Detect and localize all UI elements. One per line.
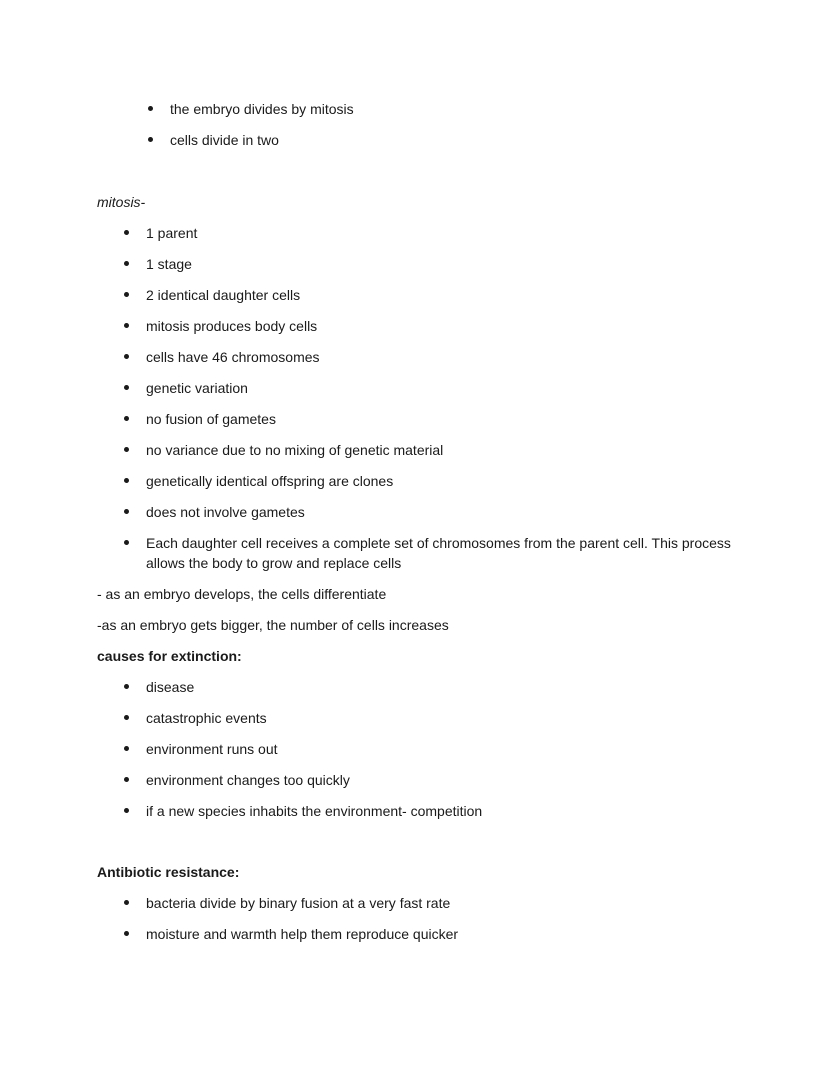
extinction-bullet-list (97, 677, 731, 821)
list-item (97, 347, 731, 367)
bullet-icon (124, 509, 129, 514)
bullet-icon (124, 447, 129, 452)
embryo-bullet-list (97, 99, 731, 150)
list-item-text: the embryo divides by mitosis (170, 101, 354, 117)
bullet-icon (124, 777, 129, 782)
list-item-text: moisture and warmth help them reproduce quicker (146, 926, 459, 942)
list-item-text: environment changes too quickly (146, 772, 350, 788)
list-item-text: no variance due to no mixing of genetic material (146, 442, 444, 458)
list-item-text: mitosis produces body cells (146, 318, 318, 334)
bullet-icon (124, 354, 129, 359)
bullet-icon (124, 230, 129, 235)
list-item (97, 316, 731, 336)
bullet-icon (148, 106, 153, 111)
bullet-icon (124, 715, 129, 720)
bullet-icon (124, 416, 129, 421)
antibiotic-heading: Antibiotic resistance: (97, 864, 240, 880)
list-item-text: 1 parent (146, 225, 198, 241)
list-item (97, 409, 731, 429)
list-item (97, 502, 731, 522)
list-item (97, 924, 731, 944)
list-item-text: disease (146, 679, 195, 695)
list-item (97, 378, 731, 398)
list-item (97, 677, 731, 697)
list-item-text: cells divide in two (170, 132, 279, 148)
list-item-text: does not involve gametes (146, 504, 305, 520)
list-item (97, 254, 731, 274)
list-item-text: Each daughter cell receives a complete set of chromosomes from the parent cell. This process allows the body to grow and replace cells (146, 535, 731, 571)
bullet-icon (124, 385, 129, 390)
bullet-icon (124, 292, 129, 297)
list-item-text: 2 identical daughter cells (146, 287, 301, 303)
list-item-text: if a new species inhabits the environment- competition (146, 803, 483, 819)
list-item (97, 533, 731, 573)
bullet-icon (124, 684, 129, 689)
list-item (97, 99, 731, 119)
list-item (97, 893, 731, 913)
bullet-icon (124, 900, 129, 905)
extinction-heading: causes for extinction: (97, 648, 242, 664)
bullet-icon (124, 540, 129, 545)
list-item (97, 130, 731, 150)
note-line: - as an embryo develops, the cells differentiate (97, 586, 387, 602)
mitosis-bullet-list (97, 223, 731, 573)
list-item-text: genetic variation (146, 380, 248, 396)
list-item (97, 708, 731, 728)
list-item-text: cells have 46 chromosomes (146, 349, 320, 365)
list-item (97, 440, 731, 460)
bullet-icon (124, 808, 129, 813)
bullet-icon (124, 478, 129, 483)
list-item-text: genetically identical offspring are clones (146, 473, 394, 489)
bullet-icon (124, 931, 129, 936)
list-item (97, 285, 731, 305)
list-item (97, 471, 731, 491)
bullet-icon (124, 323, 129, 328)
list-item (97, 801, 731, 821)
bullet-icon (124, 261, 129, 266)
antibiotic-bullet-list (97, 893, 731, 944)
list-item-text: environment runs out (146, 741, 278, 757)
bullet-icon (148, 137, 153, 142)
note-line: -as an embryo gets bigger, the number of cells increases (97, 617, 449, 633)
list-item (97, 739, 731, 759)
list-item-text: catastrophic events (146, 710, 267, 726)
bullet-icon (124, 746, 129, 751)
list-item-text: 1 stage (146, 256, 192, 272)
list-item-text: no fusion of gametes (146, 411, 276, 427)
list-item (97, 770, 731, 790)
list-item-text: bacteria divide by binary fusion at a very fast rate (146, 895, 451, 911)
mitosis-heading: mitosis- (97, 194, 146, 210)
list-item (97, 223, 731, 243)
